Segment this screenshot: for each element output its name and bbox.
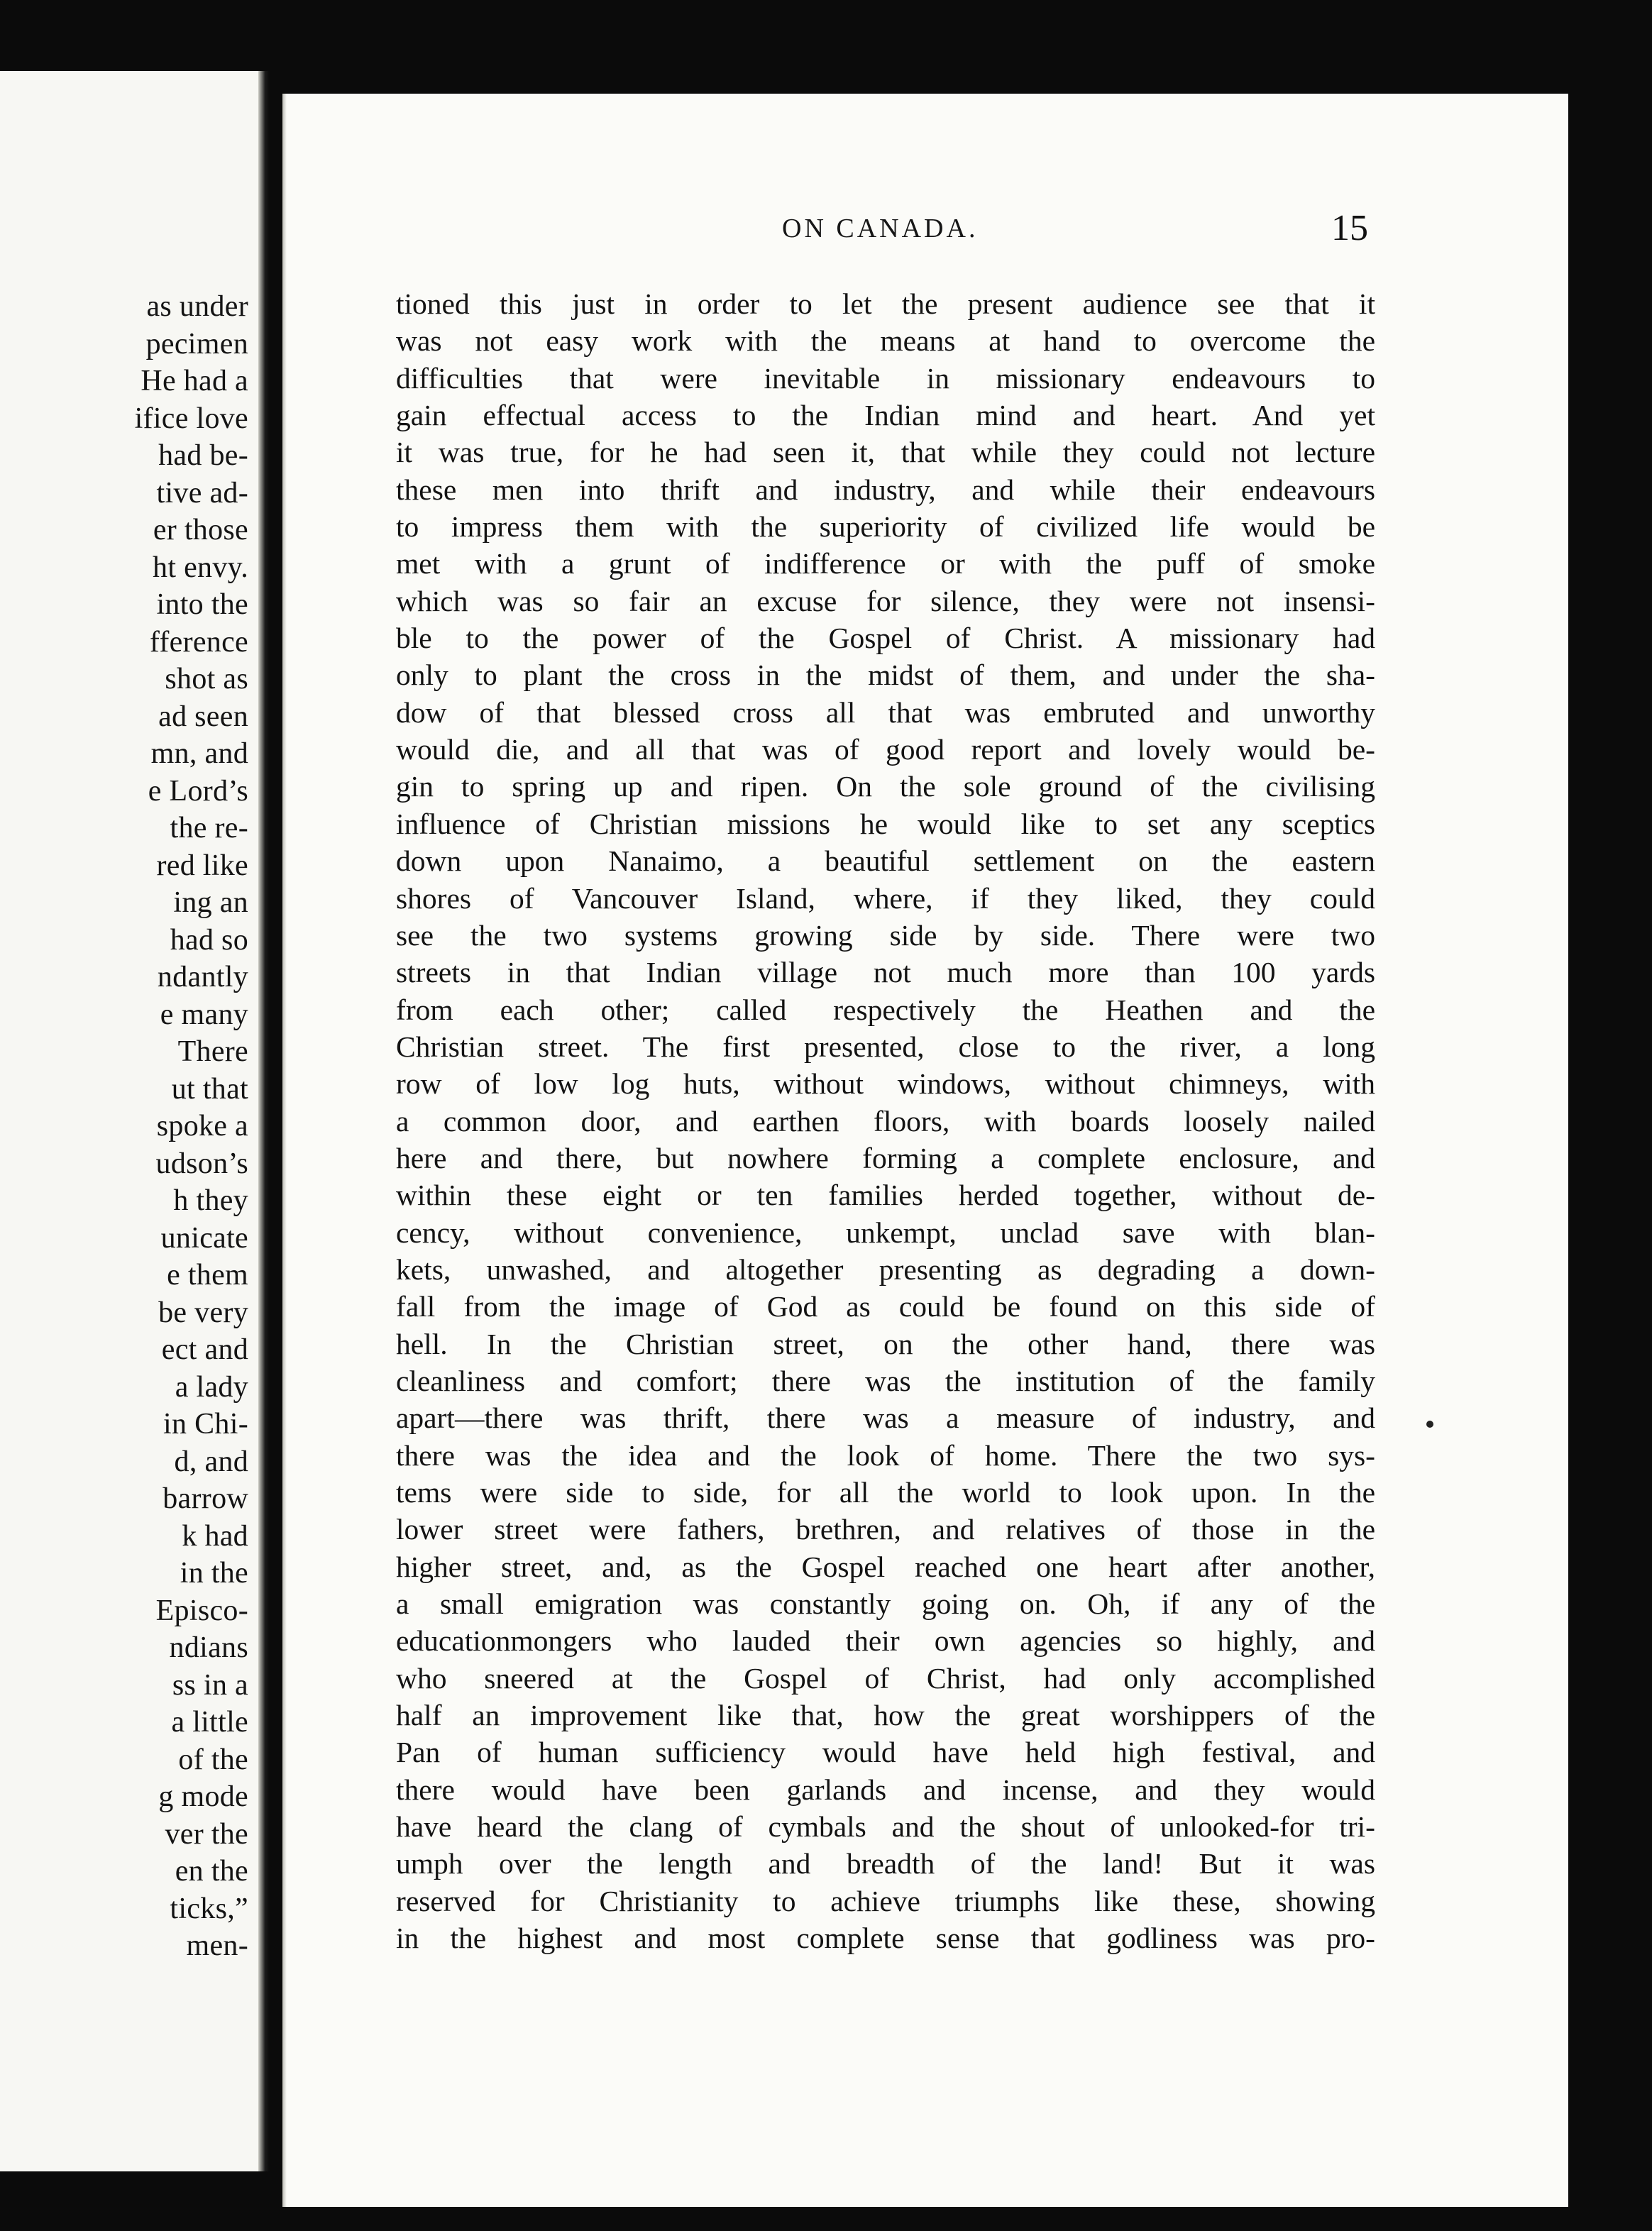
left-page-line: ver the: [165, 1817, 248, 1851]
left-page-line: ect and: [161, 1333, 248, 1366]
text-line: ble to the power of the Gospel of Christ. A missionary had: [396, 622, 1375, 655]
text-line: there was the idea and the look of home. There the two sys-: [396, 1438, 1375, 1472]
text-line: gain effectual access to the Indian mind and heart. And yet: [396, 399, 1375, 432]
text-line: tioned this just in order to let the present audience see that it: [396, 287, 1375, 320]
left-page-line: in Chi-: [163, 1408, 248, 1440]
left-page-line: barrow: [163, 1482, 248, 1515]
text-line: higher street, and, as the Gospel reached one heart after another,: [396, 1550, 1375, 1583]
text-line: down upon Nanaimo, a beautiful settlement on the eastern: [396, 844, 1375, 878]
left-page-line: ht envy.: [153, 551, 248, 584]
text-line: within these eight or ten families herded together, without de-: [396, 1179, 1375, 1212]
left-page-line: as under: [146, 290, 248, 323]
left-page-line: ad seen: [158, 700, 248, 733]
left-page-line: into the: [156, 588, 248, 621]
left-page-line: men-: [186, 1929, 248, 1962]
body-text: [396, 285, 1375, 1956]
text-line: reserved for Christianity to achieve triumphs like these, showing: [396, 1884, 1375, 1917]
text-line: lower street were fathers, brethren, and relatives of those in the: [396, 1513, 1375, 1546]
text-line: dow of that blessed cross all that was embruted and unworthy: [396, 695, 1375, 729]
left-page-line: udson’s: [155, 1147, 248, 1180]
text-line: cency, without convenience, unkempt, unclad save with blan-: [396, 1216, 1375, 1249]
left-page-line: ndians: [169, 1631, 248, 1664]
text-line: it was true, for he had seen it, that while they could not lecture: [396, 436, 1375, 469]
left-page-line: red like: [156, 849, 248, 882]
left-page-line: ticks,”: [170, 1892, 248, 1925]
left-page-line: had be-: [158, 439, 248, 472]
text-line: from each other; called respectively the Heathen and the: [396, 993, 1375, 1026]
left-page-line: pecimen: [145, 327, 248, 360]
left-page-line: ut that: [171, 1072, 248, 1106]
left-page-line: a little: [171, 1706, 248, 1739]
ink-speck: [1426, 1421, 1433, 1428]
text-line: shores of Vancouver Island, where, if they liked, they could: [396, 881, 1375, 915]
text-line: influence of Christian missions he would like to set any sceptics: [396, 807, 1375, 840]
text-line: have heard the clang of cymbals and the shout of unlooked-for tri-: [396, 1810, 1375, 1844]
text-line: fall from the image of God as could be found on this side of: [396, 1290, 1375, 1323]
left-page-line: unicate: [160, 1221, 248, 1255]
left-page-line: Episco-: [155, 1594, 248, 1627]
text-line: kets, unwashed, and altogether presenting as degrading a down-: [396, 1252, 1375, 1286]
text-line: difficulties that were inevitable in missionary endeavours to: [396, 361, 1375, 395]
running-head: [282, 207, 1568, 250]
text-line: hell. In the Christian street, on the other hand, there was: [396, 1327, 1375, 1360]
text-line: Pan of human sufficiency would have held high festival, and: [396, 1736, 1375, 1769]
text-line: row of low log huts, without windows, without chimneys, with: [396, 1067, 1375, 1101]
text-line: to impress them with the superiority of civilized life would be: [396, 510, 1375, 544]
left-page-line: tive ad-: [156, 476, 248, 509]
text-line: only to plant the cross in the midst of them, and under the sha-: [396, 659, 1375, 692]
text-line: a common door, and earthen floors, with boards loosely nailed: [396, 1104, 1375, 1137]
text-line: there would have been garlands and incense, and they would: [396, 1773, 1375, 1806]
page-gutter: [258, 71, 270, 2171]
left-page-line: e Lord’s: [148, 774, 248, 808]
text-line: tems were side to side, for all the world to look upon. In the: [396, 1476, 1375, 1509]
text-line: was not easy work with the means at hand to overcome the: [396, 324, 1375, 358]
text-line: would die, and all that was of good report and lovely would be-: [396, 733, 1375, 766]
left-page-text-column: [135, 288, 248, 1965]
text-line: which was so fair an excuse for silence, they were not insensi-: [396, 584, 1375, 617]
text-line: apart—there was thrift, there was a measure of industry, and: [396, 1401, 1375, 1435]
right-page: [282, 94, 1568, 2207]
left-page-line: e them: [167, 1259, 248, 1291]
left-page-line: a lady: [175, 1370, 248, 1404]
left-page-line: the re-: [170, 812, 248, 844]
left-page-fragment: [0, 71, 264, 2171]
text-line: educationmongers who lauded their own agencies so highly, and: [396, 1624, 1375, 1658]
text-line: who sneered at the Gospel of Christ, had only accomplished: [396, 1661, 1375, 1695]
left-page-line: k had: [182, 1519, 248, 1553]
left-page-line: of the: [178, 1743, 248, 1776]
left-page-line: d, and: [174, 1445, 248, 1478]
text-line: here and there, but nowhere forming a complete enclosure, and: [396, 1141, 1375, 1174]
left-page-line: ifice love: [134, 402, 248, 435]
text-line: met with a grunt of indifference or with the puff of smoke: [396, 547, 1375, 580]
left-page-line: ndantly: [157, 961, 248, 993]
left-page-line: There: [177, 1035, 248, 1068]
text-line: gin to spring up and ripen. On the sole ground of the civilising: [396, 770, 1375, 803]
left-page-line: in the: [180, 1557, 248, 1590]
left-page-line: spoke a: [156, 1110, 248, 1142]
text-line: cleanliness and comfort; there was the institution of the family: [396, 1364, 1375, 1397]
left-page-line: e many: [160, 998, 248, 1031]
left-page-line: er those: [153, 514, 248, 546]
text-line: in the highest and most complete sense that godliness was pro-: [396, 1922, 1375, 1955]
left-page-line: be very: [158, 1296, 248, 1329]
left-page-line: mn, and: [150, 737, 248, 770]
left-page-line: He had a: [141, 365, 248, 397]
text-line: a small emigration was constantly going on. Oh, if any of the: [396, 1587, 1375, 1621]
left-page-line: ss in a: [172, 1668, 248, 1702]
left-page-line: h they: [173, 1184, 248, 1217]
page-number: 15: [1331, 208, 1368, 248]
left-page-line: ing an: [173, 886, 248, 919]
left-page-line: shot as: [165, 663, 248, 695]
text-line: Christian street. The first presented, close to the river, a long: [396, 1030, 1375, 1063]
running-title: ON CANADA.: [782, 214, 979, 243]
text-line: streets in that Indian village not much more than 100 yards: [396, 956, 1375, 989]
left-page-line: fference: [149, 625, 248, 659]
text-line: these men into thrift and industry, and while their endeavours: [396, 473, 1375, 506]
text-line: umph over the length and breadth of the land! But it was: [396, 1847, 1375, 1880]
left-page-line: had so: [170, 923, 248, 957]
text-line: half an improvement like that, how the great worshippers of the: [396, 1699, 1375, 1732]
text-line: see the two systems growing side by side. There were two: [396, 918, 1375, 952]
left-page-line: g mode: [158, 1780, 248, 1813]
left-page-line: en the: [175, 1855, 248, 1888]
